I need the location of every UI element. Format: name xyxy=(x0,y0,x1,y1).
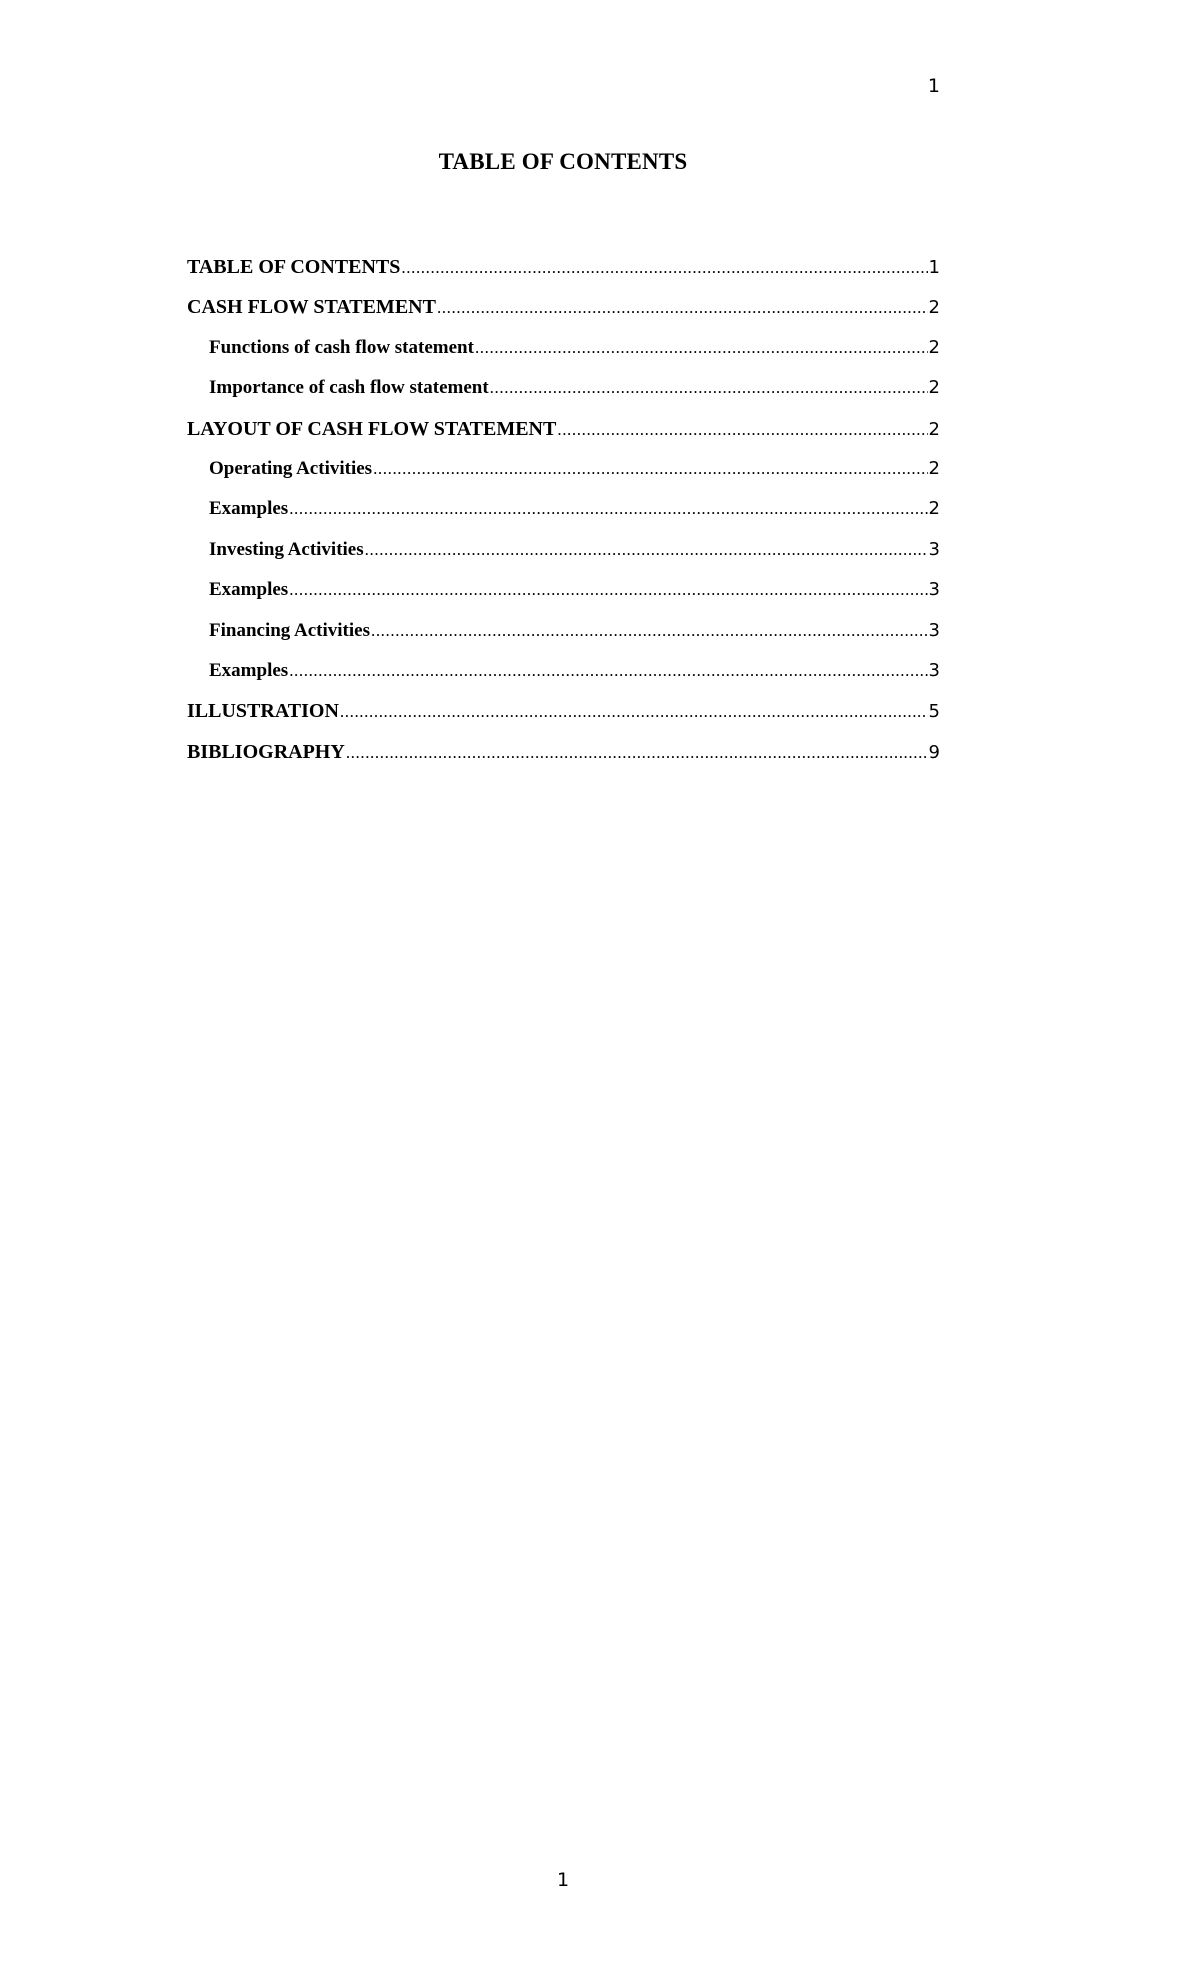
toc-entry-title: CASH FLOW STATEMENT xyxy=(187,296,436,319)
toc-entry-page: 2 xyxy=(928,457,940,479)
toc-dot-leader xyxy=(345,739,928,767)
toc-entry-page: 3 xyxy=(928,538,940,560)
toc-entry-title: BIBLIOGRAPHY xyxy=(187,740,345,763)
toc-dot-leader xyxy=(474,334,928,362)
toc-entry-table-of-contents[interactable] xyxy=(187,253,940,293)
toc-entry-page: 3 xyxy=(928,619,940,641)
toc-entry-title: Importance of cash flow statement xyxy=(209,377,489,399)
toc-entry-title: TABLE OF CONTENTS xyxy=(187,256,401,278)
toc-dot-leader xyxy=(556,416,927,444)
toc-dot-leader xyxy=(489,374,928,402)
toc-dot-leader xyxy=(370,617,928,645)
toc-entry-title: Investing Activities xyxy=(209,538,364,560)
toc-entry-examples-financing[interactable] xyxy=(187,657,940,697)
toc-entry-illustration[interactable] xyxy=(187,697,940,737)
toc-entry-financing-activities[interactable] xyxy=(187,617,940,657)
toc-heading: TABLE OF CONTENTS xyxy=(438,149,688,174)
toc-entry-title: LAYOUT OF CASH FLOW STATEMENT xyxy=(187,417,557,440)
toc-entry-page: 2 xyxy=(928,418,940,440)
toc-entry-page: 1 xyxy=(928,257,940,278)
toc-entry-page: 3 xyxy=(928,659,940,681)
toc-entry-title: Functions of cash flow statement xyxy=(209,336,474,358)
toc-dot-leader xyxy=(400,254,927,282)
toc-dot-leader xyxy=(288,657,927,685)
footer-page-number: 1 xyxy=(556,1869,570,1891)
toc-dot-leader xyxy=(372,455,927,483)
toc-entry-layout[interactable] xyxy=(187,415,940,455)
toc-entry-investing-activities[interactable] xyxy=(187,536,940,576)
toc-entry-page: 2 xyxy=(928,297,940,319)
toc-entry-page: 5 xyxy=(928,701,940,723)
toc-entry-title: Examples xyxy=(209,659,289,681)
toc-entry-page: 9 xyxy=(928,741,940,763)
toc-entry-page: 2 xyxy=(928,377,940,399)
header-page-number: 1 xyxy=(927,75,940,97)
toc-entry-importance[interactable] xyxy=(187,374,940,414)
toc-entry-bibliography[interactable] xyxy=(187,738,940,778)
toc-dot-leader xyxy=(339,698,928,726)
toc-entry-title: Examples xyxy=(209,579,289,601)
toc-entry-page: 2 xyxy=(928,498,940,520)
toc-dot-leader xyxy=(436,294,928,322)
toc-dot-leader xyxy=(364,536,928,564)
toc-entry-page: 3 xyxy=(928,579,940,601)
toc-entry-title: Financing Activities xyxy=(209,619,370,641)
toc-entry-title: Examples xyxy=(209,498,289,520)
toc-entry-operating-activities[interactable] xyxy=(187,455,940,495)
toc-entry-examples-investing[interactable] xyxy=(187,576,940,616)
toc-entry-title: ILLUSTRATION xyxy=(187,700,339,723)
toc-entry-examples-operating[interactable] xyxy=(187,495,940,535)
toc-dot-leader xyxy=(288,576,927,604)
toc-entry-page: 2 xyxy=(928,336,940,358)
toc-dot-leader xyxy=(288,495,927,523)
toc-entry-functions[interactable] xyxy=(187,334,940,374)
toc-list xyxy=(187,253,940,778)
toc-entry-cash-flow-statement[interactable] xyxy=(187,293,940,333)
toc-entry-title: Operating Activities xyxy=(209,457,373,479)
